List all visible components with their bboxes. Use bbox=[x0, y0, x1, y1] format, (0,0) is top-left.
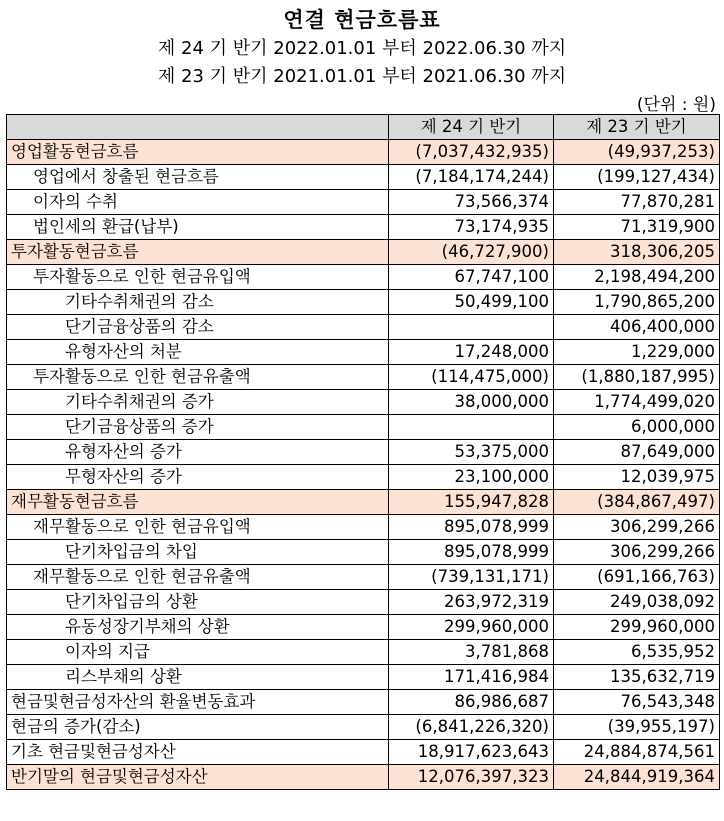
current-period-value bbox=[389, 415, 554, 440]
table-row bbox=[7, 340, 720, 365]
prior-period-value: 1,790,865,200 bbox=[554, 290, 720, 315]
prior-period-value: 12,039,975 bbox=[554, 465, 720, 490]
table-row bbox=[7, 265, 720, 290]
table-row bbox=[7, 715, 720, 740]
current-period-value: 299,960,000 bbox=[389, 615, 554, 640]
prior-period-value: 1,229,000 bbox=[554, 340, 720, 365]
period-prior: 제 23 기 반기 2021.01.01 부터 2021.06.30 까지 bbox=[157, 66, 567, 87]
current-period-value: 12,076,397,323 bbox=[389, 765, 554, 790]
prior-period-value: 306,299,266 bbox=[554, 540, 720, 565]
current-period-value: 171,416,984 bbox=[389, 665, 554, 690]
cash-flow-table bbox=[6, 114, 720, 790]
prior-period-value: (384,867,497) bbox=[554, 490, 720, 515]
current-period-value: (7,184,174,244) bbox=[389, 165, 554, 190]
row-label: 기타수취채권의 증가 bbox=[7, 390, 389, 415]
row-label: 리스부채의 상환 bbox=[7, 665, 389, 690]
row-label: 유형자산의 증가 bbox=[7, 440, 389, 465]
row-label: 단기차입금의 상환 bbox=[7, 590, 389, 615]
current-period-value: (739,131,171) bbox=[389, 565, 554, 590]
current-period-value: 86,986,687 bbox=[389, 690, 554, 715]
prior-period-value: 77,870,281 bbox=[554, 190, 720, 215]
row-label: 단기금융상품의 증가 bbox=[7, 415, 389, 440]
current-period-value: 895,078,999 bbox=[389, 515, 554, 540]
prior-period-value: 1,774,499,020 bbox=[554, 390, 720, 415]
table-body bbox=[7, 140, 720, 790]
current-period-value: 73,174,935 bbox=[389, 215, 554, 240]
prior-period-value: 406,400,000 bbox=[554, 315, 720, 340]
current-period-value: 895,078,999 bbox=[389, 540, 554, 565]
table-row bbox=[7, 415, 720, 440]
prior-period-value: 135,632,719 bbox=[554, 665, 720, 690]
row-label: 투자활동현금흐름 bbox=[7, 240, 389, 265]
table-row bbox=[7, 315, 720, 340]
table-row bbox=[7, 665, 720, 690]
prior-period-value: 87,649,000 bbox=[554, 440, 720, 465]
current-period-value: 18,917,623,643 bbox=[389, 740, 554, 765]
row-label: 투자활동으로 인한 현금유출액 bbox=[7, 365, 389, 390]
current-period-value: 38,000,000 bbox=[389, 390, 554, 415]
prior-period-value: 306,299,266 bbox=[554, 515, 720, 540]
prior-period-value: (691,166,763) bbox=[554, 565, 720, 590]
row-label: 재무활동현금흐름 bbox=[7, 490, 389, 515]
row-label: 현금의 증가(감소) bbox=[7, 715, 389, 740]
table-row bbox=[7, 540, 720, 565]
table-row bbox=[7, 240, 720, 265]
prior-period-value: 76,543,348 bbox=[554, 690, 720, 715]
prior-period-value: 24,844,919,364 bbox=[554, 765, 720, 790]
current-period-value: (114,475,000) bbox=[389, 365, 554, 390]
row-label: 유동성장기부채의 상환 bbox=[7, 615, 389, 640]
table-row bbox=[7, 290, 720, 315]
prior-period-value: 318,306,205 bbox=[554, 240, 720, 265]
prior-period-value: 24,884,874,561 bbox=[554, 740, 720, 765]
prior-period-value: 71,319,900 bbox=[554, 215, 720, 240]
row-label: 이자의 지급 bbox=[7, 640, 389, 665]
current-period-value bbox=[389, 315, 554, 340]
current-period-value: (46,727,900) bbox=[389, 240, 554, 265]
table-row bbox=[7, 140, 720, 165]
table-row bbox=[7, 765, 720, 790]
row-label: 재무활동으로 인한 현금유입액 bbox=[7, 515, 389, 540]
row-label: 투자활동으로 인한 현금유입액 bbox=[7, 265, 389, 290]
header-label-col bbox=[7, 115, 389, 140]
row-label: 단기금융상품의 감소 bbox=[7, 315, 389, 340]
row-label: 법인세의 환급(납부) bbox=[7, 215, 389, 240]
table-row bbox=[7, 215, 720, 240]
current-period-value: 67,747,100 bbox=[389, 265, 554, 290]
current-period-value: 263,972,319 bbox=[389, 590, 554, 615]
row-label: 반기말의 현금및현금성자산 bbox=[7, 765, 389, 790]
table-row bbox=[7, 740, 720, 765]
current-period-value: 3,781,868 bbox=[389, 640, 554, 665]
prior-period-value: 6,000,000 bbox=[554, 415, 720, 440]
row-label: 현금및현금성자산의 환율변동효과 bbox=[7, 690, 389, 715]
table-row bbox=[7, 690, 720, 715]
table-row bbox=[7, 190, 720, 215]
statement-title: 연결 현금흐름표 bbox=[283, 8, 441, 32]
table-row bbox=[7, 390, 720, 415]
prior-period-value: 6,535,952 bbox=[554, 640, 720, 665]
current-period-value: 23,100,000 bbox=[389, 465, 554, 490]
prior-period-value: 2,198,494,200 bbox=[554, 265, 720, 290]
table-row bbox=[7, 465, 720, 490]
table-row bbox=[7, 165, 720, 190]
table-row bbox=[7, 590, 720, 615]
prior-period-value: (39,955,197) bbox=[554, 715, 720, 740]
current-period-value: 155,947,828 bbox=[389, 490, 554, 515]
period-current: 제 24 기 반기 2022.01.01 부터 2022.06.30 까지 bbox=[157, 38, 567, 59]
row-label: 영업에서 창출된 현금흐름 bbox=[7, 165, 389, 190]
table-row bbox=[7, 615, 720, 640]
table-row bbox=[7, 365, 720, 390]
row-label: 기타수취채권의 감소 bbox=[7, 290, 389, 315]
current-period-value: (6,841,226,320) bbox=[389, 715, 554, 740]
current-period-value: 73,566,374 bbox=[389, 190, 554, 215]
row-label: 재무활동으로 인한 현금유출액 bbox=[7, 565, 389, 590]
prior-period-value: (1,880,187,995) bbox=[554, 365, 720, 390]
row-label: 유형자산의 처분 bbox=[7, 340, 389, 365]
prior-period-value: (49,937,253) bbox=[554, 140, 720, 165]
row-label: 무형자산의 증가 bbox=[7, 465, 389, 490]
table-row bbox=[7, 640, 720, 665]
table-row bbox=[7, 490, 720, 515]
prior-period-value: 299,960,000 bbox=[554, 615, 720, 640]
header-current-period: 제 24 기 반기 bbox=[389, 115, 554, 140]
current-period-value: 17,248,000 bbox=[389, 340, 554, 365]
table-row bbox=[7, 565, 720, 590]
prior-period-value: (199,127,434) bbox=[554, 165, 720, 190]
table-header-row bbox=[7, 115, 720, 140]
table-row bbox=[7, 440, 720, 465]
table-row bbox=[7, 515, 720, 540]
row-label: 이자의 수취 bbox=[7, 190, 389, 215]
current-period-value: 50,499,100 bbox=[389, 290, 554, 315]
prior-period-value: 249,038,092 bbox=[554, 590, 720, 615]
row-label: 영업활동현금흐름 bbox=[7, 140, 389, 165]
row-label: 단기차입금의 차입 bbox=[7, 540, 389, 565]
unit-label: (단위 : 원) bbox=[636, 95, 716, 115]
current-period-value: 53,375,000 bbox=[389, 440, 554, 465]
row-label: 기초 현금및현금성자산 bbox=[7, 740, 389, 765]
header-prior-period: 제 23 기 반기 bbox=[554, 115, 720, 140]
current-period-value: (7,037,432,935) bbox=[389, 140, 554, 165]
